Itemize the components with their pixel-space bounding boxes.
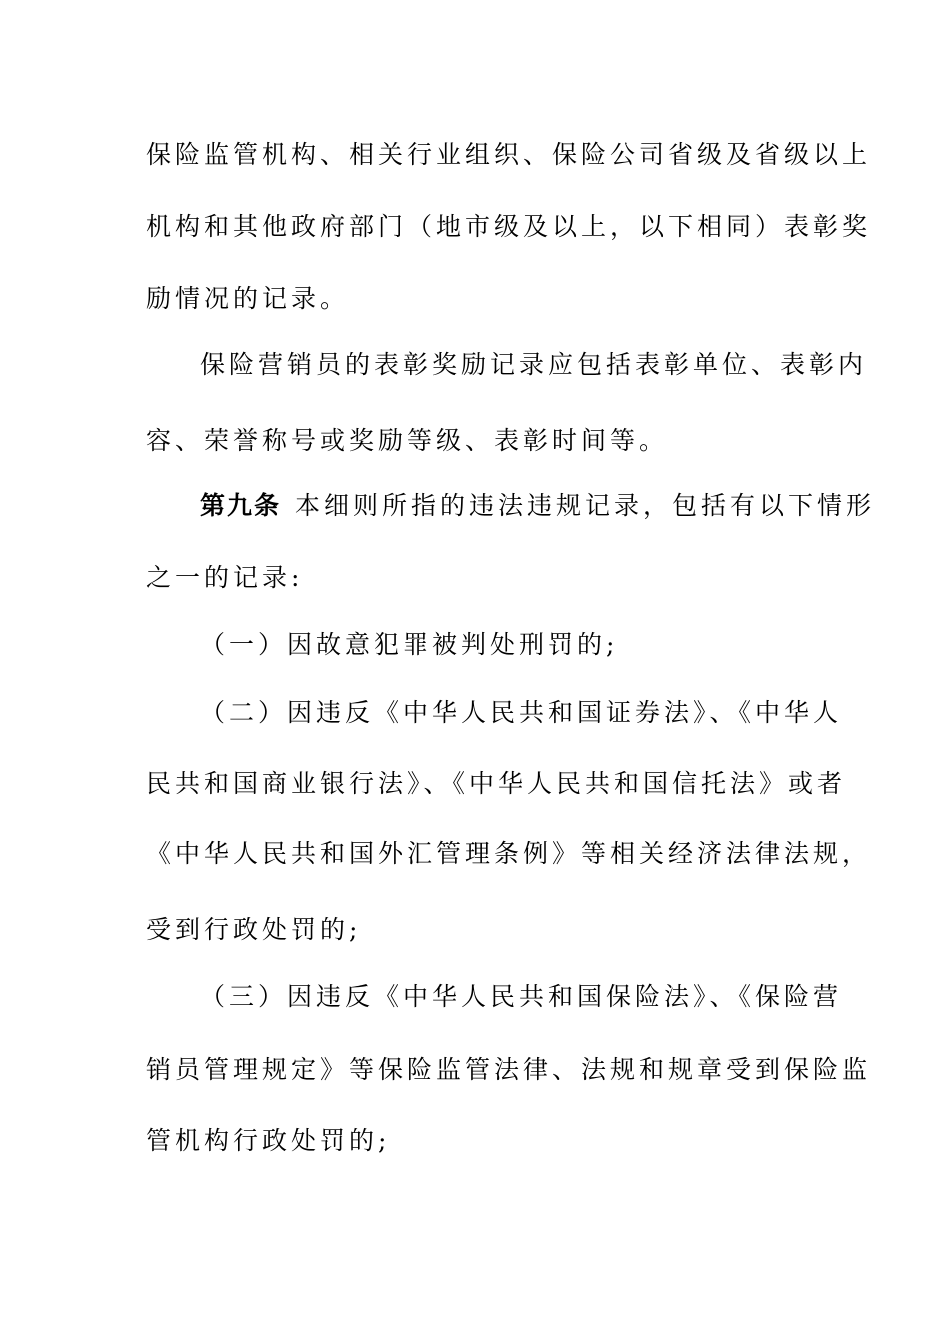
article-9-line-1-text: 本细则所指的违法违规记录，包括有以下情形 bbox=[295, 491, 876, 520]
item-2-line-3: 《中华人民共和国外汇管理条例》等相关经济法律法规， bbox=[146, 839, 872, 868]
paragraph-1-line-2: 机构和其他政府部门（地市级及以上，以下相同）表彰奖 bbox=[146, 212, 872, 241]
article-9-line-2: 之一的记录: bbox=[146, 563, 304, 592]
item-3-line-3: 管机构行政处罚的; bbox=[146, 1126, 391, 1155]
paragraph-1-line-3: 励情况的记录。 bbox=[146, 284, 350, 313]
paragraph-2-line-2: 容、荣誉称号或奖励等级、表彰时间等。 bbox=[146, 426, 669, 455]
paragraph-1-line-1: 保险监管机构、相关行业组织、保险公司省级及省级以上 bbox=[146, 140, 872, 169]
article-9-line-1 bbox=[200, 486, 876, 526]
item-2-line-2: 民共和国商业银行法》、《中华人民共和国信托法》或者 bbox=[146, 769, 847, 798]
item-3-line-2: 销员管理规定》等保险监管法律、法规和规章受到保险监 bbox=[146, 1055, 872, 1084]
article-9-heading: 第九条 bbox=[200, 491, 282, 520]
item-2-line-1: （二）因违反《中华人民共和国证券法》、《中华人 bbox=[200, 698, 843, 727]
item-2-line-4: 受到行政处罚的; bbox=[146, 915, 362, 944]
paragraph-2-line-1: 保险营销员的表彰奖励记录应包括表彰单位、表彰内 bbox=[200, 350, 868, 379]
item-1-line-1: （一）因故意犯罪被判处刑罚的; bbox=[200, 630, 619, 659]
item-3-line-1: （三）因违反《中华人民共和国保险法》、《保险营 bbox=[200, 982, 843, 1011]
